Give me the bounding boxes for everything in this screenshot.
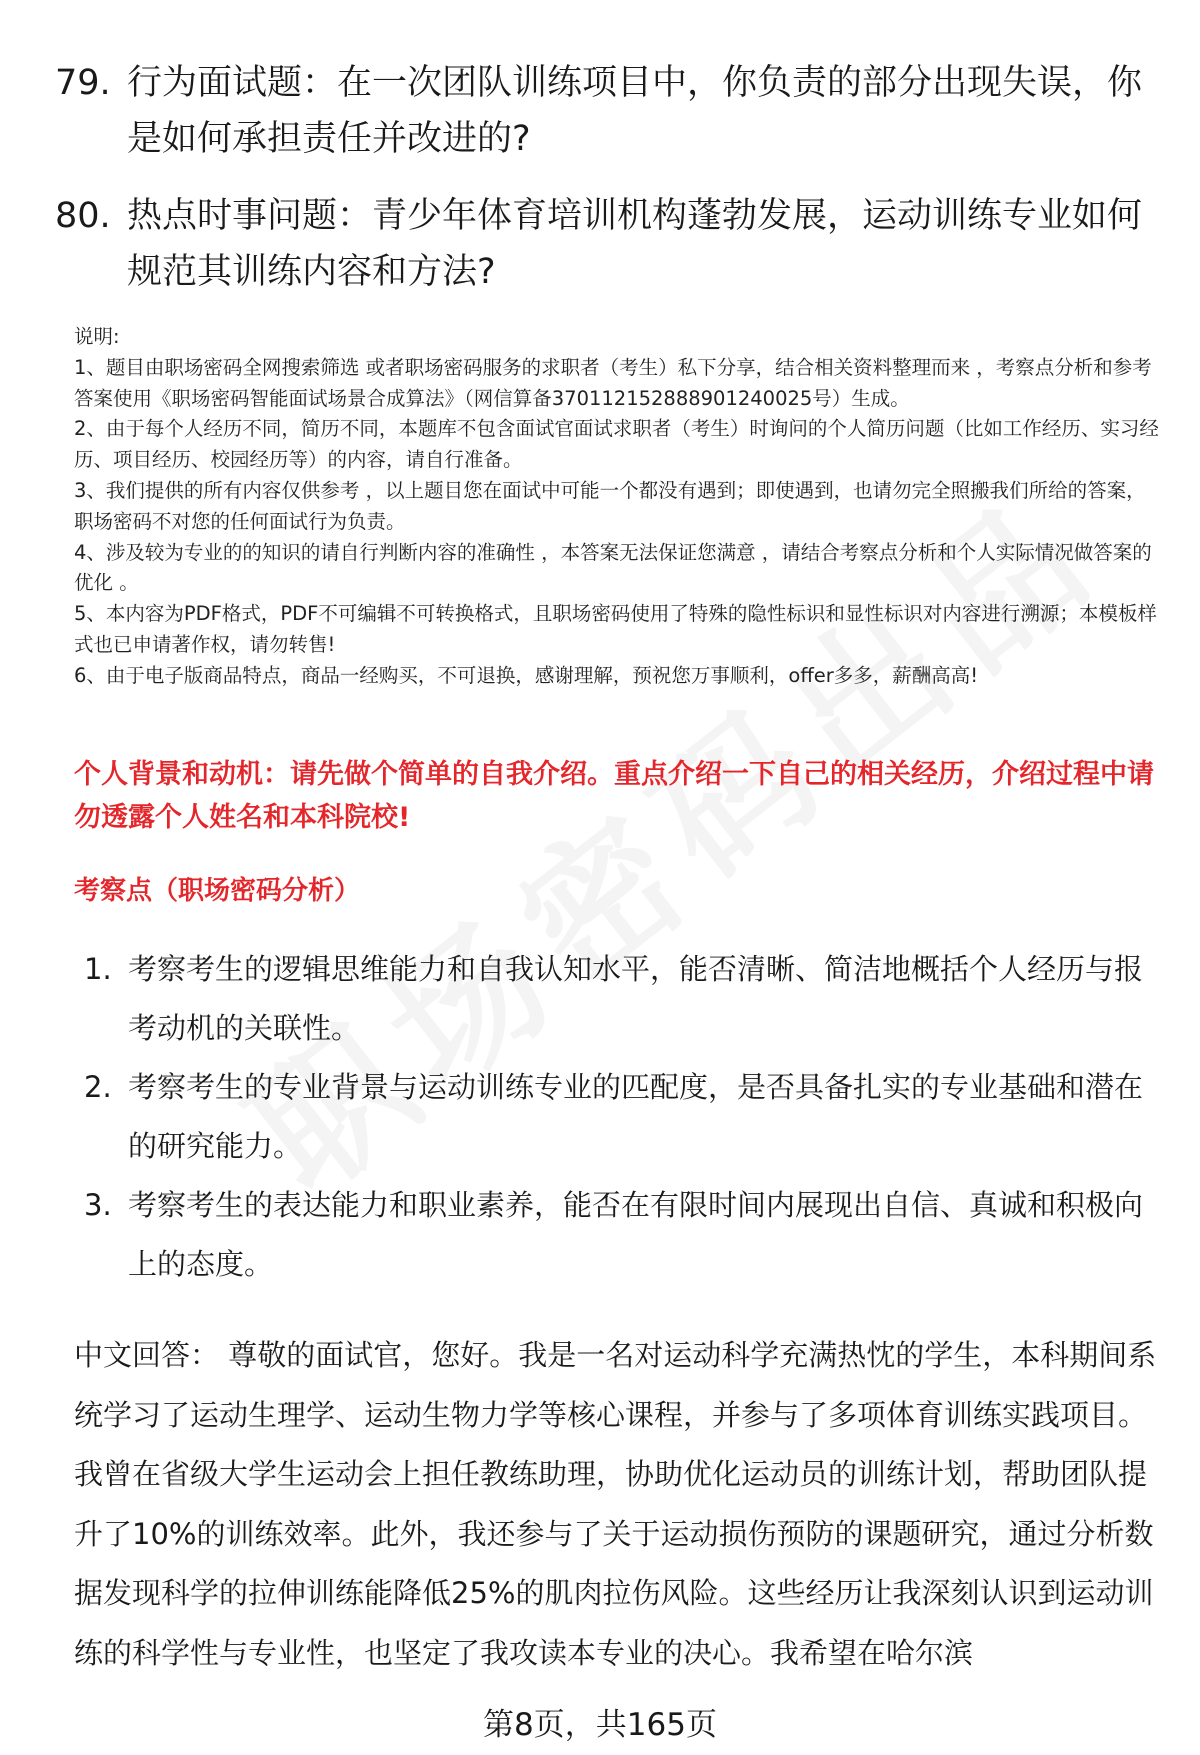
notes-section	[74, 322, 1164, 692]
point-text: 考察考生的专业背景与运动训练专业的匹配度，是否具备扎实的专业基础和潜在的研究能力。	[128, 1070, 1144, 1163]
analysis-point	[74, 1176, 1164, 1294]
point-text: 考察考生的逻辑思维能力和自我认知水平，能否清晰、简洁地概括个人经历与报考动机的关联性。	[128, 952, 1144, 1045]
question-number: 79.	[55, 63, 111, 103]
section-title: 个人背景和动机：请先做个简单的自我介绍。重点介绍一下自己的相关经历，介绍过程中请勿透露个人姓名和本科院校!	[74, 759, 1154, 833]
question-80	[55, 188, 1165, 300]
note-item: 4、涉及较为专业的的知识的请自行判断内容的准确性 ，本答案无法保证您满意 ，请结合考察点分析和个人实际情况做答案的优化 。	[74, 540, 1152, 595]
analysis-point	[74, 1058, 1164, 1176]
note-item: 1、题目由职场密码全网搜索筛选 或者职场密码服务的求职者（考生）私下分享，结合相关资料整理而来 ，考察点分析和参考答案使用《职场密码智能面试场景合成算法》（网信算备370112152888901240025号）生成。	[74, 355, 1152, 410]
point-number: 2.	[84, 1070, 112, 1104]
question-79	[55, 55, 1165, 167]
note-item: 5、本内容为PDF格式，PDF不可编辑不可转换格式，且职场密码使用了特殊的隐性标识和显性标识对内容进行溯源；本模板样式也已申请著作权，请勿转售!	[74, 602, 1157, 656]
analysis-point	[74, 940, 1164, 1058]
point-number: 3.	[84, 1188, 112, 1222]
question-text: 热点时事问题：青少年体育培训机构蓬勃发展，运动训练专业如何规范其训练内容和方法?	[127, 196, 1143, 292]
question-number: 80.	[55, 196, 111, 236]
note-item: 2、由于每个人经历不同，简历不同，本题库不包含面试官面试求职者（考生）时询问的个人简历问题（比如工作经历、实习经历、项目经历、校园经历等）的内容，请自行准备。	[74, 417, 1159, 472]
notes-heading: 说明:	[74, 325, 120, 348]
answer-text: 中文回答： 尊敬的面试官，您好。我是一名对运动科学充满热忱的学生，本科期间系统学习了运动生理学、运动生物力学等核心课程，并参与了多项体育训练实践项目。我曾在省级大学生运动会上担任教练助理，协助优化运动员的训练计划，帮助团队提升了10%的训练效率。此外，我还参与了关于运动损伤预防的课题研究，通过分析数据发现科学的拉伸训练能降低25%的肌肉拉伤风险。这些经历让我深刻认识到运动训练的科学性与专业性，也坚定了我攻读本专业的决心。我希望在哈尔滨	[74, 1338, 1157, 1670]
note-item: 3、我们提供的所有内容仅供参考 ，以上题目您在面试中可能一个都没有遇到；即使遇到，也请勿完全照搬我们所给的答案，职场密码不对您的任何面试行为负责。	[74, 478, 1146, 533]
analysis-points	[74, 940, 1164, 1294]
question-text: 行为面试题：在一次团队训练项目中，你负责的部分出现失误，你是如何承担责任并改进的?	[127, 63, 1143, 159]
page-footer: 第8页，共165页	[483, 1707, 717, 1743]
note-item: 6、由于电子版商品特点，商品一经购买，不可退换，感谢理解，预祝您万事顺利，offer多多，薪酬高高!	[74, 663, 979, 687]
point-text: 考察考生的表达能力和职业素养，能否在有限时间内展现出自信、真诚和积极向上的态度。	[128, 1188, 1144, 1281]
analysis-title: 考察点（职场密码分析）	[74, 876, 361, 906]
point-number: 1.	[84, 952, 112, 986]
